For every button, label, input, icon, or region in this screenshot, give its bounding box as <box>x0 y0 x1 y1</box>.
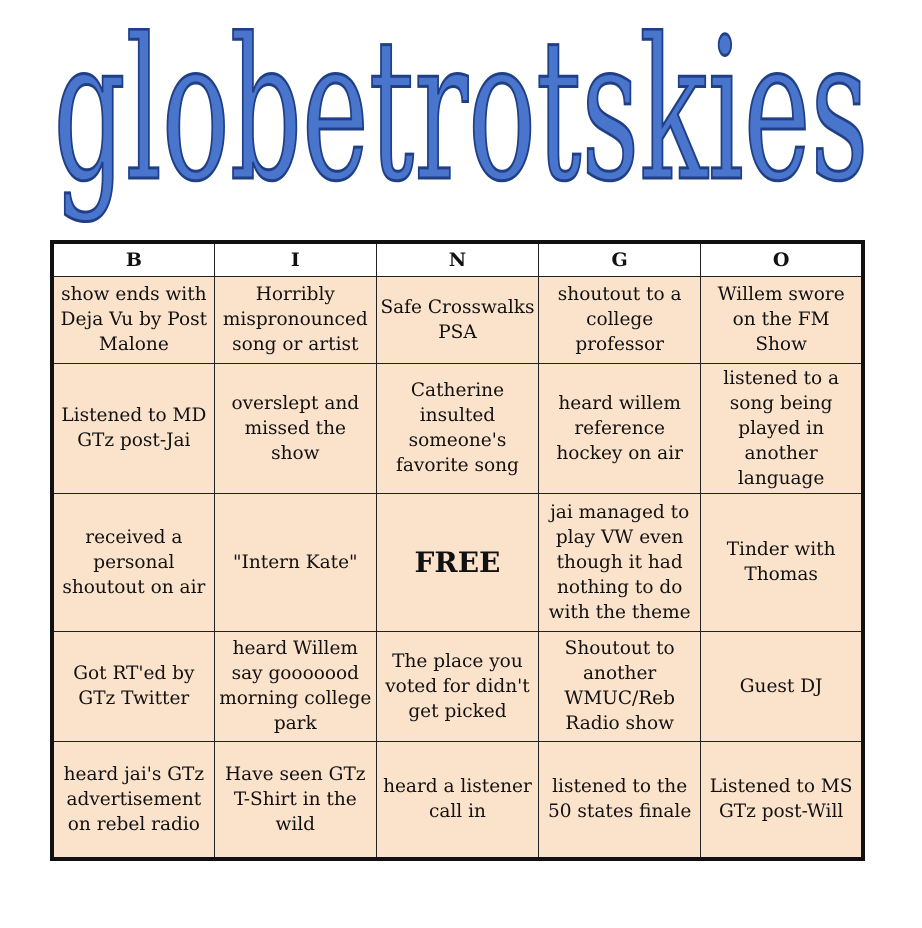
bingo-cell: Listened to MS GTz post-Will <box>701 741 863 859</box>
column-header-n: N <box>376 242 538 276</box>
bingo-cell: Safe Crosswalks PSA <box>376 276 538 363</box>
bingo-cell: "Intern Kate" <box>214 493 376 631</box>
header-row <box>52 242 863 276</box>
bingo-cell: Catherine insulted someone's favorite song <box>376 363 538 493</box>
bingo-row <box>52 363 863 493</box>
column-header-g: G <box>539 242 701 276</box>
column-header-i: I <box>214 242 376 276</box>
bingo-cell: Have seen GTz T-Shirt in the wild <box>214 741 376 859</box>
column-header-o: O <box>701 242 863 276</box>
bingo-cell: heard a listener call in <box>376 741 538 859</box>
bingo-row <box>52 493 863 631</box>
bingo-cell: Tinder with Thomas <box>701 493 863 631</box>
bingo-row <box>52 741 863 859</box>
bingo-cell: listened to the 50 states finale <box>539 741 701 859</box>
bingo-row <box>52 276 863 363</box>
bingo-cell: jai managed to play VW even though it had nothing to do with the theme <box>539 493 701 631</box>
bingo-board <box>50 240 865 861</box>
bingo-cell: The place you voted for didn't get picked <box>376 631 538 741</box>
bingo-cell: show ends with Deja Vu by Post Malone <box>52 276 214 363</box>
bingo-cell: heard Willem say gooooood morning college park <box>214 631 376 741</box>
bingo-cell: Guest DJ <box>701 631 863 741</box>
bingo-row <box>52 631 863 741</box>
column-header-b: B <box>52 242 214 276</box>
bingo-cell: Listened to MD GTz post-Jai <box>52 363 214 493</box>
bingo-cell: overslept and missed the show <box>214 363 376 493</box>
bingo-cell: listened to a song being played in another language <box>701 363 863 493</box>
bingo-cell: Got RT'ed by GTz Twitter <box>52 631 214 741</box>
logo-title-text: globetrotskies <box>53 28 869 225</box>
bingo-cell: received a personal shoutout on air <box>52 493 214 631</box>
bingo-cell: Horribly mispronounced song or artist <box>214 276 376 363</box>
bingo-cell: heard jai's GTz advertisement on rebel radio <box>52 741 214 859</box>
bingo-cell: Shoutout to another WMUC/Reb Radio show <box>539 631 701 741</box>
free-space-cell: FREE <box>376 493 538 631</box>
bingo-cell: Willem swore on the FM Show <box>701 276 863 363</box>
bingo-cell: shoutout to a college professor <box>539 276 701 363</box>
bingo-cell: heard willem reference hockey on air <box>539 363 701 493</box>
logo-title <box>0 28 922 238</box>
